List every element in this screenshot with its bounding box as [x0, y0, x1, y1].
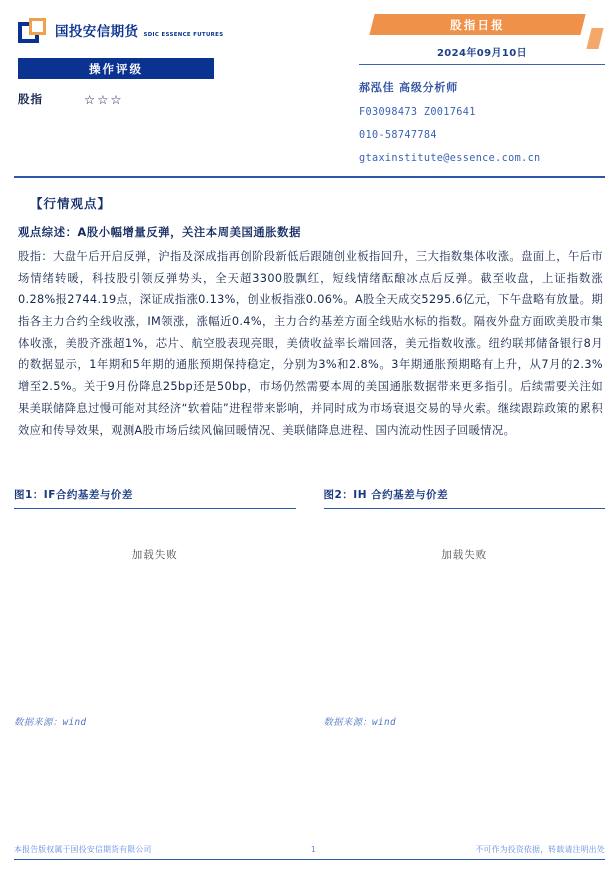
logo-company-name-en: SDIC ESSENCE FUTURES	[143, 31, 224, 38]
view-body-text: 股指：大盘午后开启反弹，沪指及深成指再创阶段新低后跟随创业板指回升，三大指数集体收涨。盘面上，午后市场情绪转暖，科技股引领反弹势头，全天超3300股飘红，短线情绪酝酿冰点后反弹。截至收盘，上证指数涨0.28%报2744.19点，深证成指涨0.13%，创业板指涨0.06%。A股全天成交5295.6亿元，下午盘略有放量。期指各主力合约全线收涨，IM领涨，涨幅近0.4%，主力合约基差方面全线贴水标的指数。隔夜外盘方面欧美股市集体收涨，美股齐涨超1%，芯片、航空股表现亮眼，美债收益率长端回落，美元指数收涨。纽约联邦储备银行8月的数据显示，1年期和5年期的通胀预期保持稳定，分别为3%和2.8%。3年期通胀预期略有上升，从7月的2.3%增至2.5%。关于9月份降息25bp还是50bp，市场仍然需要本周的美国通胀数据带来更多指引。后续需要关注如果美联储降息过慢可能对其经济“软着陆”进程带来影响，并同时成为市场衰退交易的导火索。继续跟踪政策的累积效应和传导效果，观测A股市场后续风偏回暖情况、美联储降息进程、国内流动性因子回暖情况。	[18, 250, 603, 437]
logo-company-name-cn: 国投安信期货	[55, 23, 139, 40]
figure-1-canvas	[14, 509, 296, 714]
figure-1-load-error: 加载失败	[131, 549, 178, 562]
footer-divider	[14, 859, 605, 860]
figures-section	[14, 487, 605, 728]
sdic-logo-icon	[18, 18, 48, 44]
section-title: 【行情观点】	[30, 196, 112, 211]
company-logo	[18, 14, 268, 48]
report-header	[0, 0, 615, 178]
operation-rating-bar	[18, 58, 214, 79]
report-title: 股指日报	[450, 17, 505, 32]
logo-text-block	[55, 23, 223, 40]
analyst-license: F03098473 Z0017641	[359, 107, 476, 118]
rating-item-label: 股指	[18, 92, 43, 106]
footer-disclaimer: 不可作为投资依据，转载请注明出处	[475, 844, 605, 854]
operation-rating-label: 操作评级	[89, 61, 143, 76]
figure-2-source: 数据来源：wind	[323, 717, 396, 729]
figure-1-source: 数据来源：wind	[14, 717, 87, 729]
analyst-email: gtaxinstitute@essence.com.cn	[359, 153, 541, 164]
market-view-section	[14, 186, 605, 441]
figure-1-title: 图1：IF合约基差与价差	[14, 489, 133, 501]
footer-copyright: 本报告版权属于国投安信期货有限公司	[14, 844, 152, 854]
report-date: 2024年09月10日	[359, 44, 605, 65]
analyst-name: 郝泓佳 高级分析师	[359, 81, 459, 94]
figure-2	[324, 487, 606, 728]
report-footer	[14, 844, 605, 860]
figure-1	[14, 487, 296, 728]
figure-2-load-error: 加载失败	[441, 549, 488, 562]
header-divider	[14, 176, 605, 178]
analyst-phone: 010-58747784	[359, 130, 437, 141]
footer-row	[14, 844, 605, 859]
header-right-block	[359, 14, 607, 164]
footer-page-number: 1	[310, 844, 317, 854]
rating-row	[18, 91, 214, 107]
figure-2-canvas	[324, 509, 606, 714]
rating-stars-icon: ☆☆☆	[84, 91, 124, 107]
report-title-banner	[369, 14, 585, 35]
header-left-block	[18, 14, 268, 107]
figure-2-title: 图2：IH 合约基差与价差	[323, 489, 449, 501]
view-summary: 观点综述：A股小幅增量反弹，关注本周美国通胀数据	[18, 226, 301, 239]
